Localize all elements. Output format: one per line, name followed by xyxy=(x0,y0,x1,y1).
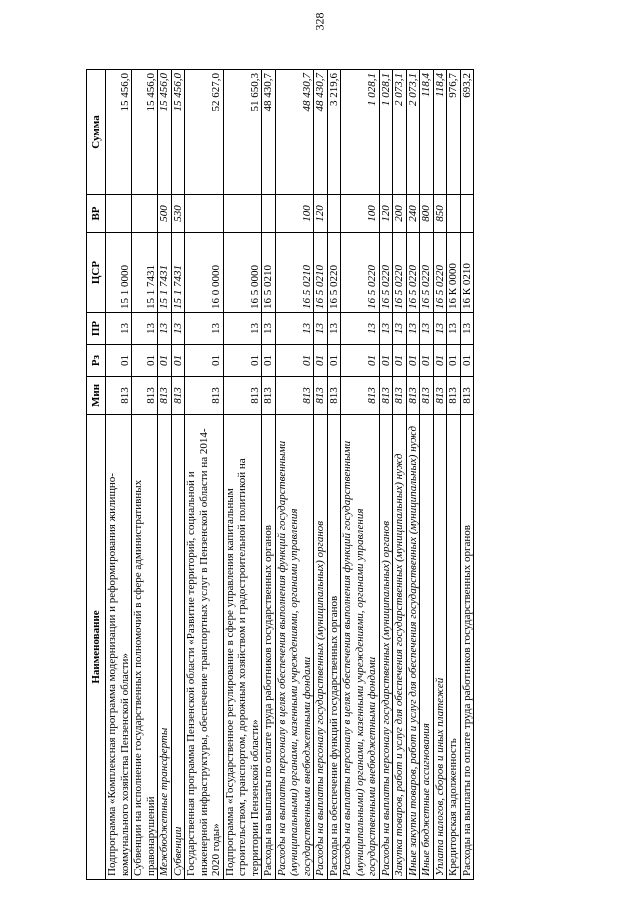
cell-name: Расходы на выплаты персоналу в целях обеспечения выполнения функций государственными (муниципальными) органами, казенными учреждениями, органами управления государственными внебюджетными фондами xyxy=(341,415,380,880)
cell-sum: 15 456,0 xyxy=(132,70,158,195)
cell-pr: 13 xyxy=(171,313,185,345)
table-row xyxy=(132,70,158,880)
cell-sum: 1 028,1 xyxy=(341,70,380,195)
cell-pr: 13 xyxy=(314,313,328,345)
cell-sum: 15 456,0 xyxy=(171,70,185,195)
cell-sum: 51 650,3 xyxy=(223,70,262,195)
cell-rz: 01 xyxy=(262,345,276,377)
cell-vr: 120 xyxy=(379,195,393,233)
cell-csr: 16 5 0210 xyxy=(262,233,276,313)
cell-rz: 01 xyxy=(341,345,380,377)
cell-name: Субвенции на исполнение государственных полномочий в сфере административных правонарушений xyxy=(132,415,158,880)
cell-vr xyxy=(185,195,224,233)
cell-pr: 13 xyxy=(327,313,341,345)
cell-name: Кредиторская задолженность xyxy=(447,415,461,880)
cell-vr: 530 xyxy=(171,195,185,233)
cell-vr xyxy=(447,195,461,233)
cell-rz: 01 xyxy=(420,345,434,377)
cell-sum: 52 627,0 xyxy=(185,70,224,195)
cell-rz: 01 xyxy=(171,345,185,377)
cell-rz: 01 xyxy=(433,345,447,377)
cell-sum: 15 456,0 xyxy=(158,70,172,195)
cell-min: 813 xyxy=(262,377,276,415)
table-row xyxy=(262,70,276,880)
cell-pr: 13 xyxy=(223,313,262,345)
col-header-name: Наименование xyxy=(87,415,106,880)
cell-vr: 120 xyxy=(314,195,328,233)
cell-vr xyxy=(460,195,474,233)
cell-pr: 13 xyxy=(262,313,276,345)
table-row xyxy=(171,70,185,880)
cell-vr: 800 xyxy=(420,195,434,233)
cell-rz: 01 xyxy=(106,345,132,377)
cell-rz: 01 xyxy=(406,345,420,377)
cell-pr: 13 xyxy=(341,313,380,345)
cell-min: 813 xyxy=(327,377,341,415)
cell-name: Субвенции xyxy=(171,415,185,880)
cell-pr: 13 xyxy=(185,313,224,345)
cell-name: Расходы на выплаты персоналу государственных (муниципальных) органов xyxy=(314,415,328,880)
cell-rz: 01 xyxy=(223,345,262,377)
cell-min: 813 xyxy=(341,377,380,415)
col-header-vr: ВР xyxy=(87,195,106,233)
table-row xyxy=(223,70,262,880)
cell-min: 813 xyxy=(185,377,224,415)
cell-rz: 01 xyxy=(314,345,328,377)
col-header-sum: Сумма xyxy=(87,70,106,195)
table-row xyxy=(275,70,314,880)
cell-pr: 13 xyxy=(158,313,172,345)
cell-pr: 13 xyxy=(132,313,158,345)
cell-sum: 48 430,7 xyxy=(314,70,328,195)
cell-pr: 13 xyxy=(420,313,434,345)
cell-rz: 01 xyxy=(158,345,172,377)
cell-min: 813 xyxy=(447,377,461,415)
cell-pr: 13 xyxy=(275,313,314,345)
cell-csr: 16 0 0000 xyxy=(185,233,224,313)
col-header-csr: ЦСР xyxy=(87,233,106,313)
cell-vr: 200 xyxy=(393,195,407,233)
col-header-min: Мин xyxy=(87,377,106,415)
cell-rz: 01 xyxy=(327,345,341,377)
cell-csr: 15 1 7431 xyxy=(171,233,185,313)
cell-csr: 16 5 0220 xyxy=(433,233,447,313)
budget-table xyxy=(86,69,474,880)
cell-min: 813 xyxy=(223,377,262,415)
cell-min: 813 xyxy=(314,377,328,415)
cell-pr: 13 xyxy=(379,313,393,345)
cell-csr: 16 К 0210 xyxy=(460,233,474,313)
table-row xyxy=(106,70,132,880)
cell-sum: 48 430,7 xyxy=(262,70,276,195)
cell-sum: 48 430,7 xyxy=(275,70,314,195)
cell-min: 813 xyxy=(379,377,393,415)
cell-sum: 118,4 xyxy=(433,70,447,195)
cell-csr: 16 5 0220 xyxy=(379,233,393,313)
cell-min: 813 xyxy=(420,377,434,415)
cell-pr: 13 xyxy=(460,313,474,345)
cell-min: 813 xyxy=(158,377,172,415)
table-row xyxy=(406,70,420,880)
cell-csr: 15 1 0000 xyxy=(106,233,132,313)
cell-csr: 16 5 0220 xyxy=(406,233,420,313)
table-row xyxy=(420,70,434,880)
cell-min: 813 xyxy=(393,377,407,415)
cell-min: 813 xyxy=(433,377,447,415)
cell-vr: 100 xyxy=(341,195,380,233)
cell-rz: 01 xyxy=(393,345,407,377)
cell-sum: 2 073,1 xyxy=(406,70,420,195)
cell-rz: 01 xyxy=(460,345,474,377)
cell-min: 813 xyxy=(406,377,420,415)
table-row xyxy=(327,70,341,880)
table-body xyxy=(106,70,474,880)
cell-name: Уплата налогов, сборов и иных платежей xyxy=(433,415,447,880)
cell-rz: 01 xyxy=(132,345,158,377)
cell-csr: 15 1 7431 xyxy=(158,233,172,313)
cell-name: Иные бюджетные ассигнования xyxy=(420,415,434,880)
cell-vr xyxy=(223,195,262,233)
col-header-pr: ПР xyxy=(87,313,106,345)
table-row xyxy=(185,70,224,880)
cell-pr: 13 xyxy=(106,313,132,345)
cell-name: Государственная программа Пензенской области «Развитие территорий, социальной и инженерной инфраструктуры, обеспечение транспортных услуг в Пензенской области на 2014-2020 годы» xyxy=(185,415,224,880)
table-row xyxy=(158,70,172,880)
cell-name: Расходы на выплаты персоналу в целях обеспечения выполнения функций государственными (муниципальными) органами, казенными учреждениями, органами управления государственными внебюджетными фондами xyxy=(275,415,314,880)
cell-name: Подпрограмма «Комплексная программа модернизации и реформирования жилищно-коммунального хозяйства Пензенской области» xyxy=(106,415,132,880)
table-row xyxy=(460,70,474,880)
cell-csr: 16 5 0220 xyxy=(420,233,434,313)
cell-vr: 850 xyxy=(433,195,447,233)
cell-sum: 118,4 xyxy=(420,70,434,195)
cell-pr: 13 xyxy=(447,313,461,345)
page-number: 328 xyxy=(312,12,327,31)
cell-vr xyxy=(327,195,341,233)
cell-csr: 16 5 0210 xyxy=(275,233,314,313)
cell-vr: 500 xyxy=(158,195,172,233)
cell-pr: 13 xyxy=(406,313,420,345)
table-row xyxy=(379,70,393,880)
table-row xyxy=(433,70,447,880)
cell-rz: 01 xyxy=(447,345,461,377)
table-row xyxy=(314,70,328,880)
cell-csr: 16 5 0210 xyxy=(314,233,328,313)
col-header-rz: Рз xyxy=(87,345,106,377)
budget-table-rotated xyxy=(86,70,546,880)
cell-sum: 976,7 xyxy=(447,70,461,195)
cell-pr: 13 xyxy=(433,313,447,345)
cell-csr: 16 5 0000 xyxy=(223,233,262,313)
cell-rz: 01 xyxy=(275,345,314,377)
cell-vr xyxy=(262,195,276,233)
cell-name: Расходы на выплаты по оплате труда работников государственных органов xyxy=(460,415,474,880)
cell-min: 813 xyxy=(275,377,314,415)
cell-name: Расходы на обеспечение функций государственных органов xyxy=(327,415,341,880)
cell-csr: 16 К 0000 xyxy=(447,233,461,313)
cell-vr: 100 xyxy=(275,195,314,233)
cell-rz: 01 xyxy=(379,345,393,377)
cell-min: 813 xyxy=(132,377,158,415)
cell-csr: 16 5 0220 xyxy=(341,233,380,313)
cell-csr: 15 1 7431 xyxy=(132,233,158,313)
cell-rz: 01 xyxy=(185,345,224,377)
cell-sum: 693,2 xyxy=(460,70,474,195)
cell-name: Подпрограмма «Государственное регулирование в сфере управления капитальным строительством, транспортом, дорожным хозяйством и градостроительной политикой на территории Пензенской области» xyxy=(223,415,262,880)
cell-min: 813 xyxy=(460,377,474,415)
table-row xyxy=(393,70,407,880)
cell-min: 813 xyxy=(171,377,185,415)
cell-name: Иные закупки товаров, работ и услуг для обеспечения государственных (муниципальных) нужд xyxy=(406,415,420,880)
cell-vr xyxy=(132,195,158,233)
cell-sum: 1 028,1 xyxy=(379,70,393,195)
cell-vr: 240 xyxy=(406,195,420,233)
cell-vr xyxy=(106,195,132,233)
cell-csr: 16 5 0220 xyxy=(327,233,341,313)
cell-name: Закупка товаров, работ и услуг для обеспечения государственных (муниципальных) нужд xyxy=(393,415,407,880)
cell-min: 813 xyxy=(106,377,132,415)
cell-name: Межбюджетные трансферты xyxy=(158,415,172,880)
table-header-row xyxy=(87,70,106,880)
cell-sum: 15 456,0 xyxy=(106,70,132,195)
table-row xyxy=(341,70,380,880)
cell-pr: 13 xyxy=(393,313,407,345)
cell-csr: 16 5 0220 xyxy=(393,233,407,313)
cell-sum: 2 073,1 xyxy=(393,70,407,195)
cell-sum: 3 219,6 xyxy=(327,70,341,195)
cell-name: Расходы на выплаты по оплате труда работников государственных органов xyxy=(262,415,276,880)
table-row xyxy=(447,70,461,880)
cell-name: Расходы на выплаты персоналу государственных (муниципальных) органов xyxy=(379,415,393,880)
